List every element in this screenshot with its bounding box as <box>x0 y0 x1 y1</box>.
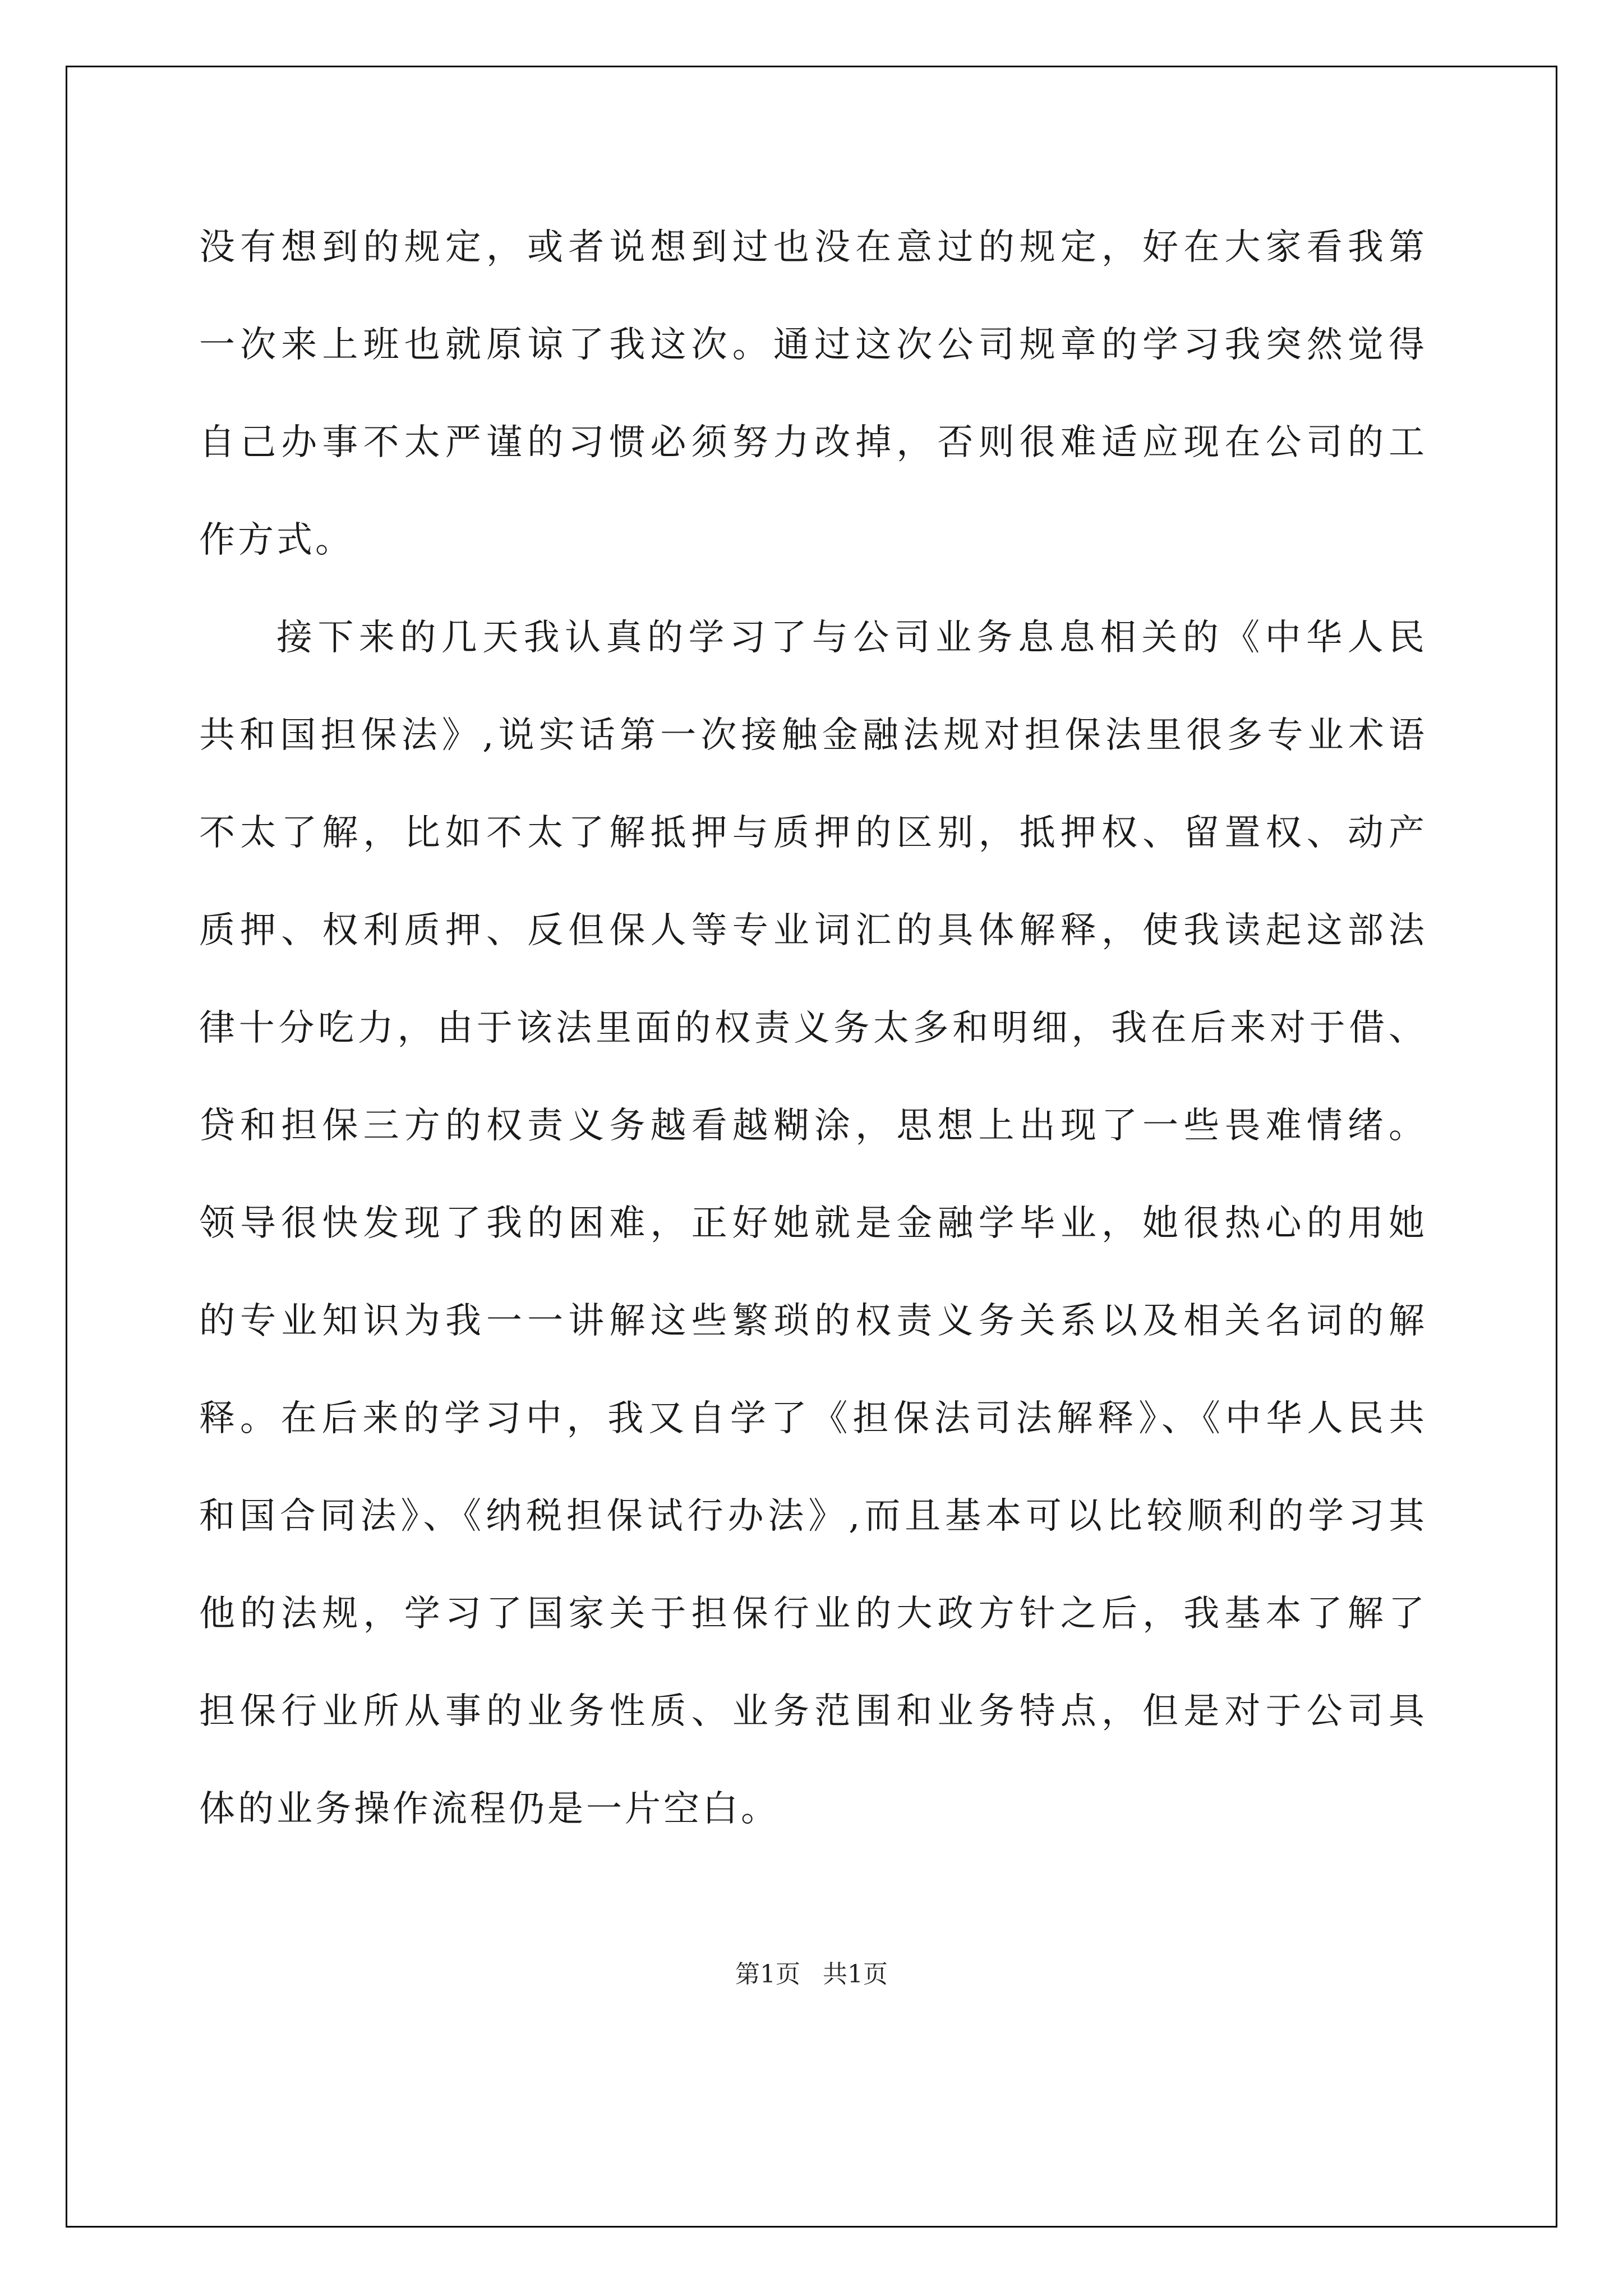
text-line: 担保行业所从事的业务性质、业务范围和业务特点，但是对于公司具 <box>199 1691 1427 1732</box>
body-text <box>199 219 1427 1879</box>
text-line: 的专业知识为我一一讲解这些繁琐的权责义务关系以及相关名词的解 <box>199 1300 1427 1342</box>
text-line: 他的法规，学习了国家关于担保行业的大政方针之后，我基本了解了 <box>199 1593 1427 1635</box>
text-line: 共和国担保法》,说实话第一次接触金融法规对担保法里很多专业术语 <box>199 715 1427 756</box>
page-total: 共1页 <box>823 1960 888 1989</box>
page-footer <box>0 1958 1623 1991</box>
text-line: 一次来上班也就原谅了我这次。通过这次公司规章的学习我突然觉得 <box>199 324 1427 366</box>
text-line: 和国合同法》、《纳税担保试行办法》,而且基本可以比较顺利的学习其 <box>199 1496 1427 1537</box>
page-number: 第1页 <box>735 1960 800 1989</box>
text-line: 质押、权利质押、反但保人等专业词汇的具体解释，使我读起这部法 <box>199 910 1427 951</box>
text-line: 律十分吃力，由于该法里面的权责义务太多和明细，我在后来对于借、 <box>199 1007 1427 1049</box>
text-line: 释。在后来的学习中，我又自学了《担保法司法解释》、《中华人民共 <box>199 1398 1427 1439</box>
text-line: 不太了解，比如不太了解抵押与质押的区别，抵押权、留置权、动产 <box>199 812 1427 854</box>
text-line: 接下来的几天我认真的学习了与公司业务息息相关的《中华人民 <box>276 617 1427 659</box>
text-line: 作方式。 <box>199 519 354 561</box>
text-line: 领导很快发现了我的困难，正好她就是金融学毕业，她很热心的用她 <box>199 1203 1427 1244</box>
text-line: 没有想到的规定，或者说想到过也没在意过的规定，好在大家看我第 <box>199 227 1427 268</box>
text-line: 自己办事不太严谨的习惯必须努力改掉，否则很难适应现在公司的工 <box>199 422 1427 463</box>
text-line: 体的业务操作流程仍是一片空白。 <box>199 1788 780 1830</box>
text-line: 贷和担保三方的权责义务越看越糊涂，思想上出现了一些畏难情绪。 <box>199 1105 1427 1147</box>
